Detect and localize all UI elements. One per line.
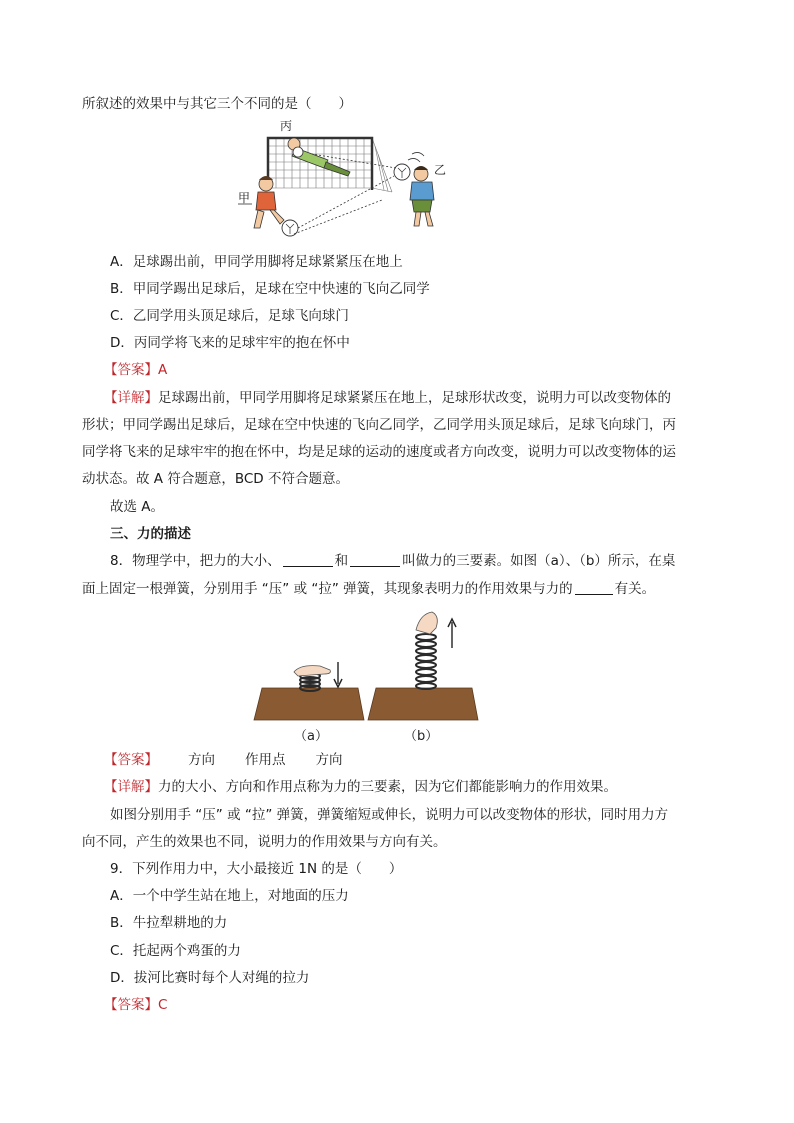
q7-conclusion: 故选 A。 (110, 499, 165, 515)
q9-option-d: D．拔河比赛时每个人对绳的拉力 (110, 970, 310, 986)
fill-blank-3[interactable] (575, 580, 613, 595)
answer-3: 方向 (315, 752, 343, 768)
q7-option-d: D．丙同学将飞来的足球牢牢的抱在怀中 (110, 335, 350, 351)
answer-value: C (158, 997, 168, 1013)
q8-text-e: 有关。 (614, 581, 656, 597)
answer-2: 作用点 (245, 752, 286, 768)
q9-answer (104, 995, 167, 1015)
section-title: 三、力的描述 (110, 526, 191, 542)
label-yi: 乙 (434, 163, 447, 177)
label-bing: 丙 (280, 119, 293, 133)
q7-stem: 所叙述的效果中与其它三个不同的是（ ） (82, 96, 352, 112)
q7-detail-line-2: 形状；甲同学踢出足球后，足球在空中快速的飞向乙同学，乙同学用头顶足球后，足球飞向球门，丙 (82, 417, 676, 433)
q8-text-c: 叫做力的三要素。如图（a）、（b）所示，在桌 (402, 553, 676, 569)
q7-option-b: B．甲同学踢出足球后，足球在空中快速的飞向乙同学 (110, 281, 430, 297)
q8-detail-line-1 (104, 777, 617, 797)
detail-text: 力的大小、方向和作用点称为力的三要素，因为它们都能影响力的作用效果。 (158, 779, 617, 795)
q8-text-a: 8．物理学中，把力的大小、 (110, 553, 281, 569)
q8-answer (104, 750, 343, 770)
detail-label: 【详解】 (104, 390, 158, 406)
q7-detail-line-1 (104, 388, 671, 408)
answer-value: A (158, 362, 168, 378)
fill-blank-1[interactable] (283, 552, 333, 567)
answer-1: 方向 (188, 752, 215, 768)
caption-b: （b） (404, 729, 439, 744)
answer-label: 【答案】 (104, 997, 158, 1013)
q7-detail-line-3: 同学将飞来的足球牢牢的抱在怀中，均是足球的运动的速度或者方向改变，说明力可以改变物体的运 (82, 444, 676, 460)
q8-text-b: 和 (334, 553, 349, 569)
q8-text-d: 面上固定一根弹簧，分别用手 “压” 或 “拉” 弹簧，其现象表明力的作用效果与力的 (82, 581, 573, 597)
q8-detail-line-3: 向不同，产生的效果也不同，说明力的作用效果与方向有关。 (82, 834, 447, 850)
q7-detail-line-4: 动状态。故 A 符合题意，BCD 不符合题意。 (82, 471, 349, 487)
q9-option-c: C．托起两个鸡蛋的力 (110, 943, 241, 959)
q9-option-a: A．一个中学生站在地上，对地面的压力 (110, 888, 349, 904)
q9-stem: 9．下列作用力中，大小最接近 1N 的是（ ） (110, 861, 403, 877)
soccer-figure (232, 116, 462, 244)
q8-detail-line-2: 如图分别用手 “压” 或 “拉” 弹簧，弹簧缩短或伸长，说明力可以改变物体的形状，同时用力方 (110, 807, 669, 823)
q8-stem-line-1 (110, 551, 675, 571)
q7-answer (104, 360, 167, 380)
q7-option-a: A．足球踢出前，甲同学用脚将足球紧紧压在地上 (110, 254, 403, 270)
answer-label: 【答案】 (104, 362, 158, 378)
label-jia: 甲 (238, 191, 251, 205)
caption-a: （a） (294, 729, 328, 744)
q9-option-b: B．牛拉犁耕地的力 (110, 915, 228, 931)
detail-text: 足球踢出前，甲同学用脚将足球紧紧压在地上，足球形状改变，说明力可以改变物体的 (158, 390, 671, 406)
answer-label: 【答案】 (104, 752, 158, 768)
q8-stem-line-2 (82, 579, 655, 599)
q7-option-c: C．乙同学用头顶足球后，足球飞向球门 (110, 308, 349, 324)
spring-figure (250, 610, 490, 746)
detail-label: 【详解】 (104, 779, 158, 795)
fill-blank-2[interactable] (350, 552, 400, 567)
